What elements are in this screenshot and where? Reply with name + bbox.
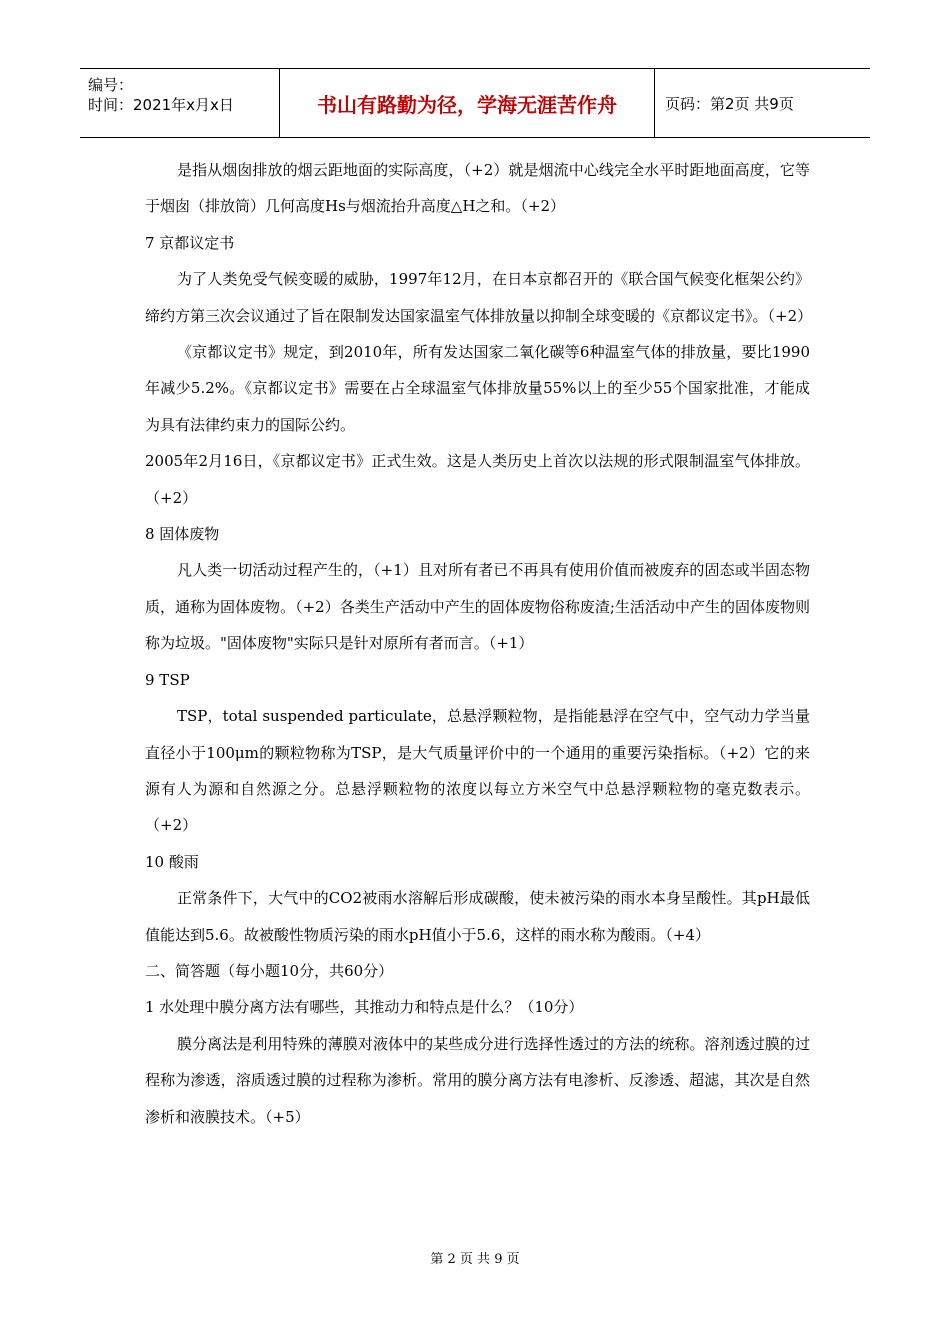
paragraph: 2005年2月16日，《京都议定书》正式生效。这是人类历史上首次以法规的形式限制温室气体排放。（+2） <box>145 452 810 507</box>
section-heading: 二、简答题（每小题10分，共60分） <box>145 961 394 980</box>
paragraph: 凡人类一切活动过程产生的，（+1）且对所有者已不再具有使用价值而被废弃的固态或半固态物质，通称为固体废物。（+2）各类生产活动中产生的固体废物俗称废渣;生活活动中产生的固体废物则称为垃圾。"固体废物"实际只是针对原所有者而言。（+1） <box>145 561 810 653</box>
header-info-cell <box>80 69 280 137</box>
section-heading: 7 京都议定书 <box>145 233 235 252</box>
time-label: 时间：2021年x月x日 <box>88 96 234 114</box>
paragraph: 《京都议定书》规定，到2010年，所有发达国家二氧化碳等6种温室气体的排放量，要比1990年减少5.2%。《京都议定书》需要在占全球温室气体排放量55%以上的至少55个国家批准，才能成为具有法律约束力的国际公约。 <box>145 343 810 434</box>
paragraph: 是指从烟囱排放的烟云距地面的实际高度，（+2）就是烟流中心线完全水平时距地面高度，它等于烟囱（排放筒）几何高度Hs与烟流抬升高度△H之和。（+2） <box>145 161 810 216</box>
number-label: 编号： <box>88 76 134 94</box>
page-header <box>80 68 870 138</box>
paragraph: 膜分离法是利用特殊的薄膜对液体中的某些成分进行选择性透过的方法的统称。溶剂透过膜的过程称为渗透，溶质透过膜的过程称为渗析。常用的膜分离方法有电渗析、反渗透、超滤，其次是自然渗析和液膜技术。（+5） <box>145 1034 810 1126</box>
page-footer: 第 2 页 共 9 页 <box>430 1252 520 1267</box>
paragraph: TSP，total suspended particulate，总悬浮颗粒物，是指能悬浮在空气中，空气动力学当量直径小于100μm的颗粒物称为TSP，是大气质量评价中的一个通用的重要污染指标。（+2）它的来源有人为源和自然源之分。总悬浮颗粒物的浓度以每立方米空气中总悬浮颗粒物的毫克数表示。（+2） <box>145 707 810 835</box>
question-heading: 1 水处理中膜分离方法有哪些，其推动力和特点是什么？（10分） <box>145 998 584 1017</box>
header-motto: 书山有路勤为径，学海无涯苦作舟 <box>280 69 655 137</box>
section-heading: 8 固体废物 <box>145 525 220 544</box>
section-heading: 9 TSP <box>145 670 190 689</box>
header-page-label: 页码：第2页 共9页 <box>665 94 794 113</box>
section-heading: 10 酸雨 <box>145 852 199 871</box>
paragraph: 正常条件下，大气中的CO2被雨水溶解后形成碳酸，使未被污染的雨水本身呈酸性。其pH最低值能达到5.6。故被酸性物质污染的雨水pH值小于5.6，这样的雨水称为酸雨。（+4） <box>145 889 810 944</box>
paragraph: 为了人类免受气候变暖的威胁，1997年12月，在日本京都召开的《联合国气候变化框架公约》缔约方第三次会议通过了旨在限制发达国家温室气体排放量以抑制全球变暖的《京都议定书》。（+2） <box>145 270 813 325</box>
document-body <box>145 152 813 1135</box>
